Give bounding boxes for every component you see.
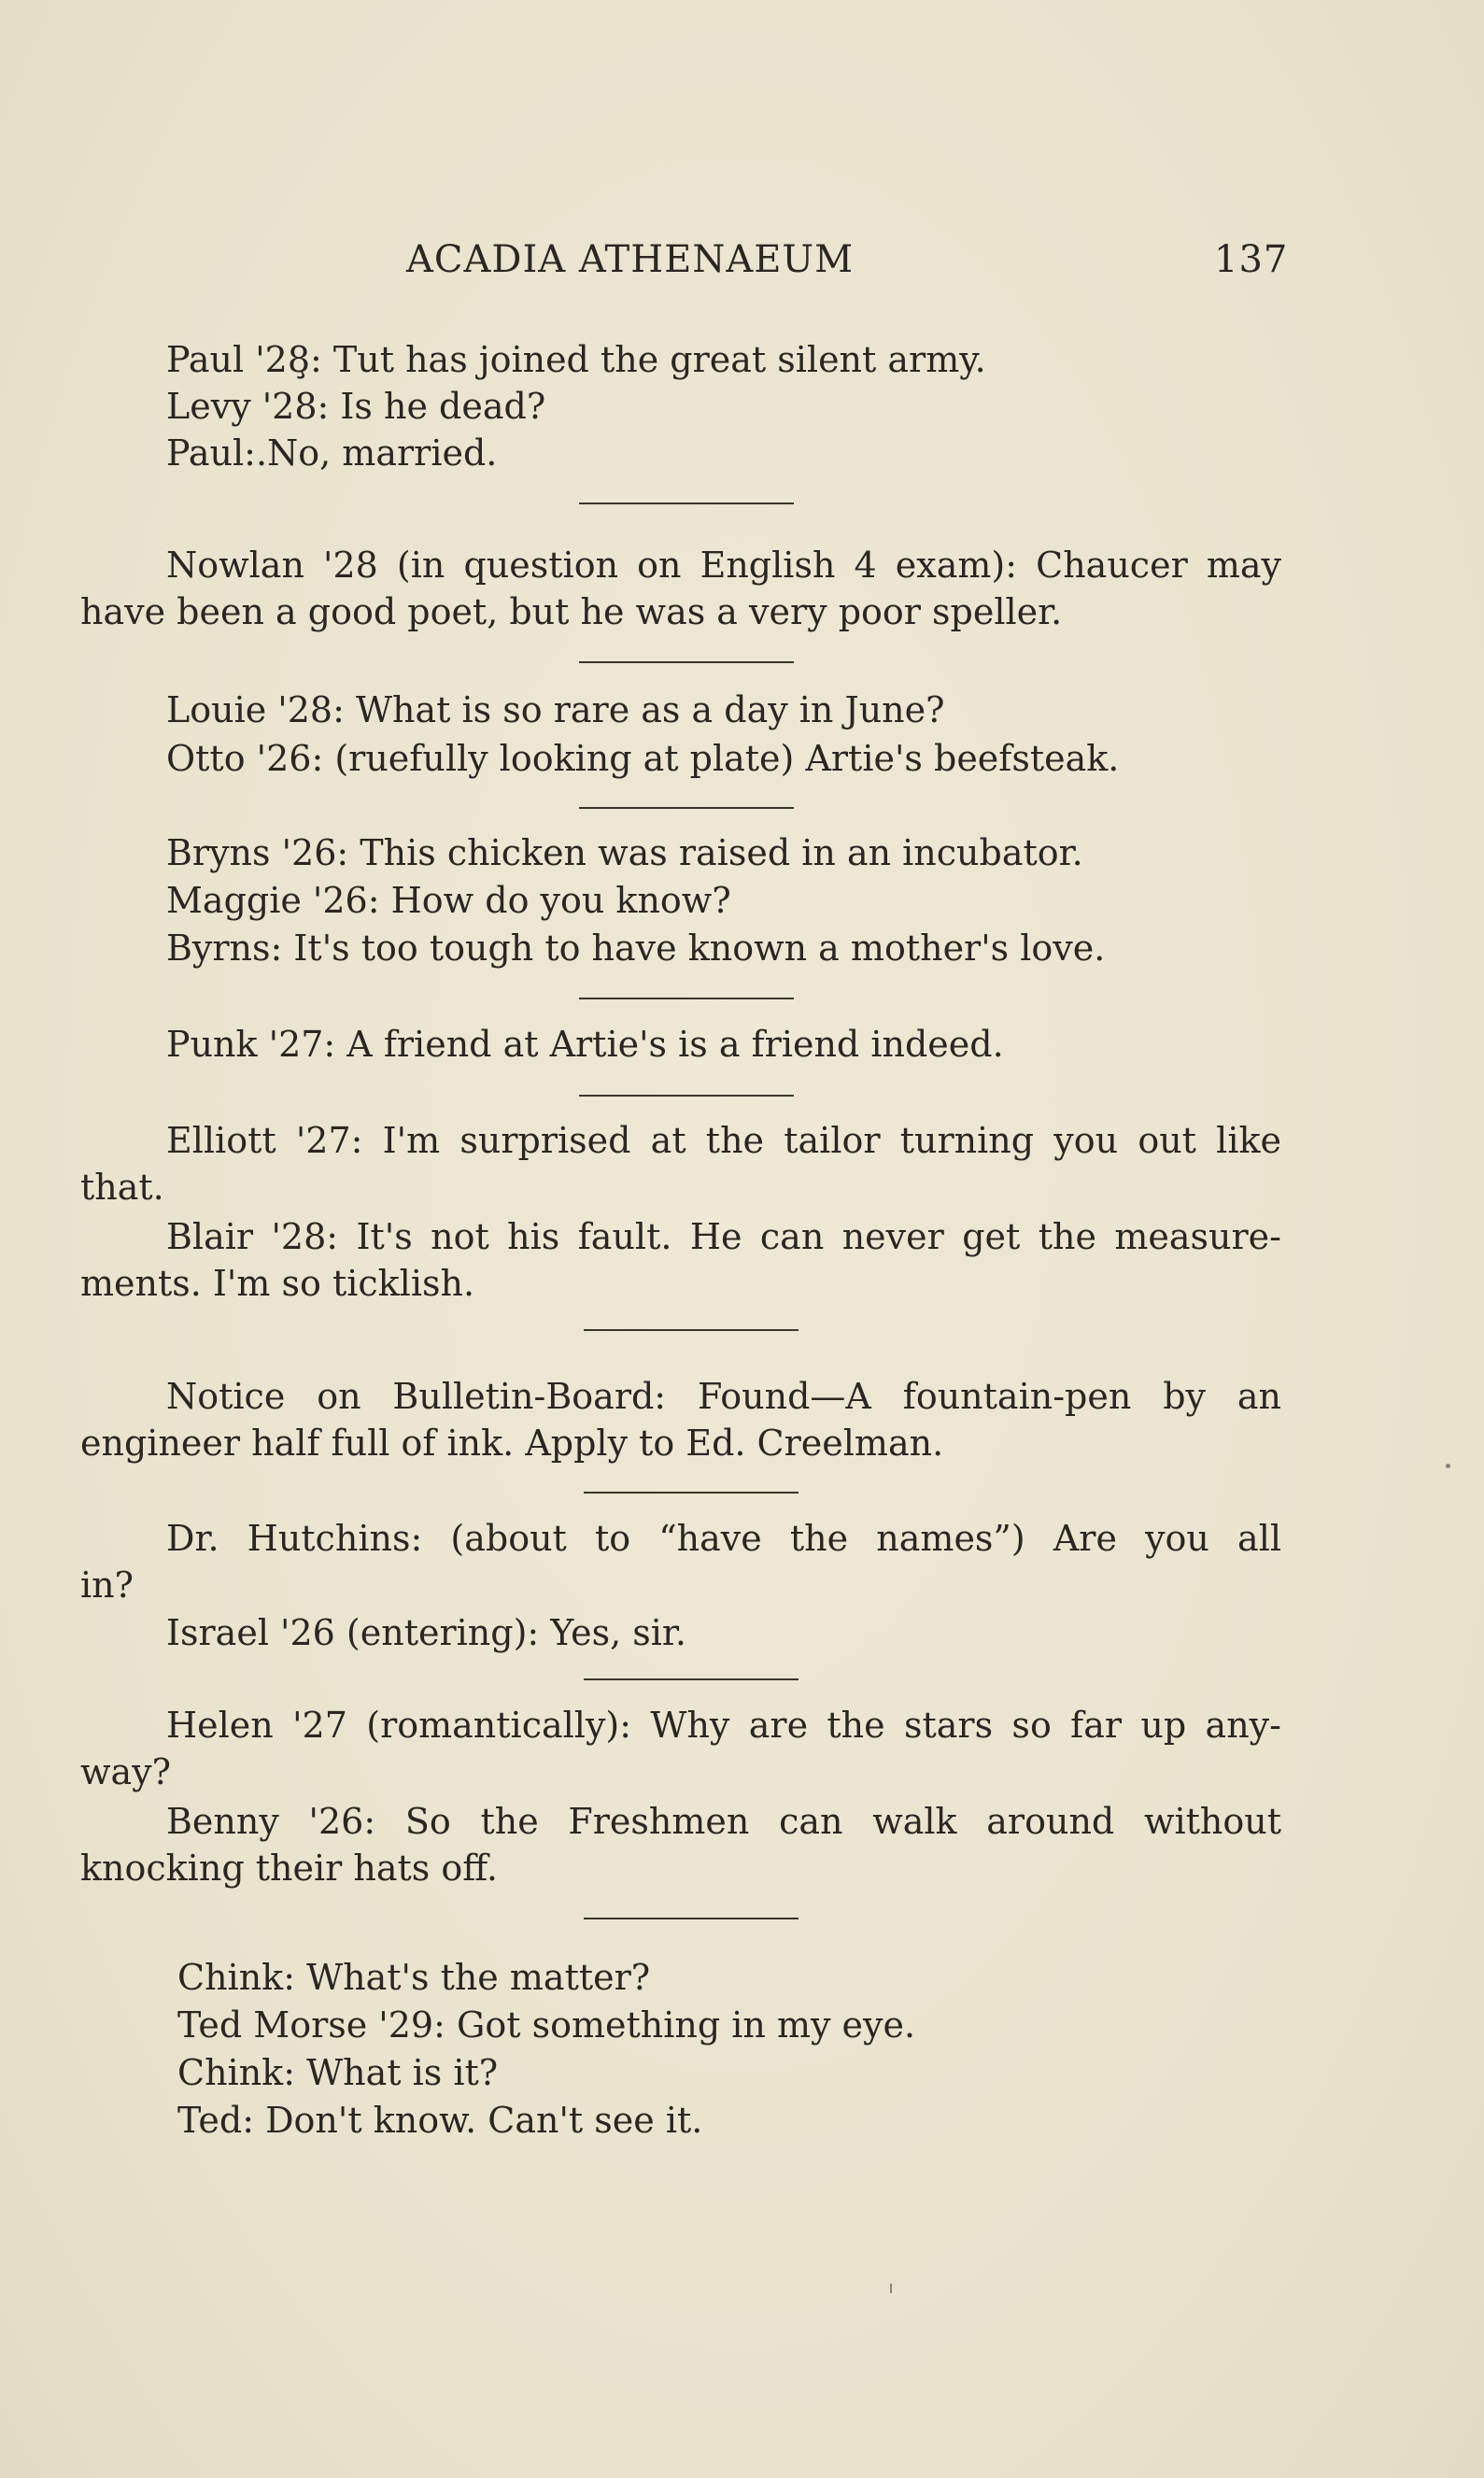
text-line: that. [80,1167,164,1208]
separator-rule [584,1918,799,1919]
text-line: Punk '27: A friend at Artie's is a friend indeed. [166,1024,1004,1065]
text-line: in? [80,1565,134,1606]
text-line: way? [80,1751,172,1792]
text-line: Benny '26: So the Freshmen can walk around without [166,1801,1281,1842]
text-line: Paul:.No, married. [166,432,498,474]
journal-title: ACADIA ATHENAEUM [406,238,855,281]
text-line: Paul '28̧: Tut has joined the great silent army. [166,339,986,380]
text-line: Maggie '26: How do you know? [166,880,731,921]
text-line: Notice on Bulletin-Board: Found—A fountain-pen by an [166,1376,1281,1417]
text-line: Elliott '27: I'm surprised at the tailor turning you out like [166,1120,1281,1161]
text-line: Israel '26 (entering): Yes, sir. [166,1612,686,1653]
separator-rule [584,1492,799,1494]
text-line: Louie '28: What is so rare as a day in June? [166,689,945,730]
separator-rule [584,1678,799,1680]
running-header [0,238,1484,294]
separator-rule [579,661,794,663]
text-line: knocking their hats off. [80,1848,498,1889]
text-line: Bryns '26: This chicken was raised in an incubator. [166,832,1083,873]
separator-rule [579,807,794,809]
text-line: Ted: Don't know. Can't see it. [177,2100,703,2141]
paper-speck [1446,1464,1450,1468]
separator-rule [584,1329,799,1331]
text-line: ments. I'm so ticklish. [80,1263,475,1304]
text-line: Dr. Hutchins: (about to “have the names”) Are you all [166,1518,1281,1559]
text-line: Nowlan '28 (in question on English 4 exam): Chaucer may [166,545,1281,586]
text-line: Helen '27 (romantically): Why are the stars so far up any- [166,1705,1281,1746]
text-line: engineer half full of ink. Apply to Ed. Creelman. [80,1423,944,1464]
paper-speck [890,2284,892,2293]
page-number: 137 [1214,238,1289,281]
text-line: have been a good poet, but he was a very poor speller. [80,591,1063,632]
text-line: Blair '28: It's not his fault. He can never get the measure- [166,1216,1281,1257]
text-line: Levy '28: Is he dead? [166,386,546,427]
separator-rule [579,998,794,999]
separator-rule [579,503,794,504]
text-line: Chink: What's the matter? [177,1957,651,1998]
text-line: Byrns: It's too tough to have known a mother's love. [166,927,1106,969]
text-line: Ted Morse '29: Got something in my eye. [177,2004,916,2046]
text-line: Otto '26: (ruefully looking at plate) Artie's beefsteak. [166,738,1120,779]
text-line: Chink: What is it? [177,2052,499,2093]
separator-rule [579,1095,794,1097]
